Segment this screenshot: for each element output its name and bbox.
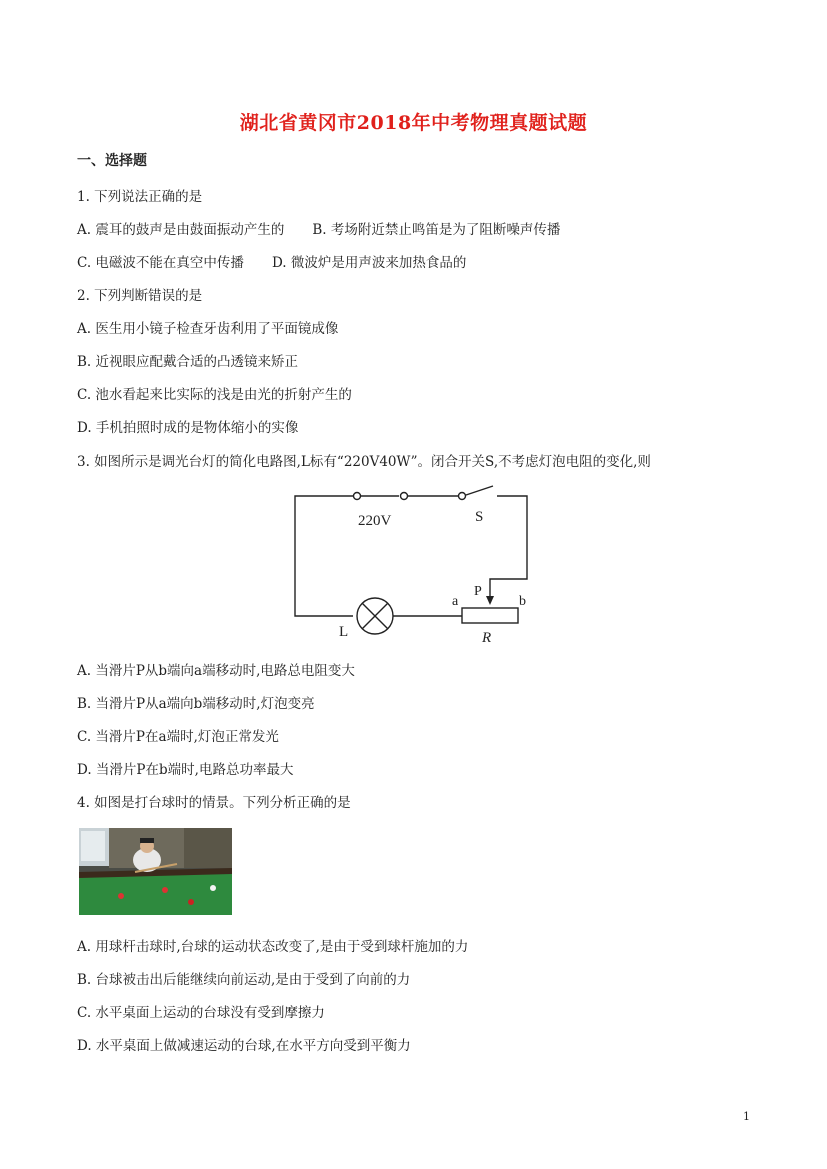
source-label: 220V — [358, 513, 392, 529]
terminal-icon — [401, 493, 408, 500]
circuit-wire-right — [490, 496, 527, 598]
resistor-label: R — [482, 630, 492, 643]
billiards-photo — [79, 828, 232, 915]
q4-option-a: A. 用球杆击球时,台球的运动状态改变了,是由于受到球杆施加的力 — [77, 939, 469, 955]
q1-option-c: C. 电磁波不能在真空中传播 — [77, 255, 244, 271]
q1-stem: 1. 下列说法正确的是 — [77, 189, 203, 205]
slider-label: P — [474, 584, 482, 599]
circuit-diagram — [285, 478, 545, 643]
q1-options-row2 — [77, 251, 466, 271]
slider-arrow-icon — [486, 596, 494, 605]
circuit-wire-left — [295, 496, 353, 616]
q2-option-b: B. 近视眼应配戴合适的凸透镜来矫正 — [77, 354, 299, 370]
page-number: 1 — [743, 1110, 750, 1123]
q1-options-row1 — [77, 218, 560, 238]
q3-option-a: A. 当滑片P从b端向a端移动时,电路总电阻变大 — [77, 663, 355, 679]
end-b-label: b — [519, 594, 526, 609]
resistor-icon — [462, 608, 518, 623]
terminal-icon — [354, 493, 361, 500]
q4-option-b: B. 台球被击出后能继续向前运动,是由于受到了向前的力 — [77, 972, 411, 988]
q2-option-c: C. 池水看起来比实际的浅是由光的折射产生的 — [77, 387, 352, 403]
q3-stem: 3. 如图所示是调光台灯的简化电路图,L标有“220V40W”。闭合开关S,不考虑灯泡电阻的变化,则 — [77, 454, 651, 470]
q3-option-d: D. 当滑片P在b端时,电路总功率最大 — [77, 762, 294, 778]
q1-option-d: D. 微波炉是用声波来加热食品的 — [271, 255, 467, 271]
q4-option-d: D. 水平桌面上做减速运动的台球,在水平方向受到平衡力 — [77, 1038, 411, 1054]
page-title: 湖北省黄冈市2018年中考物理真题试题 — [239, 112, 588, 134]
switch-pivot-icon — [459, 493, 466, 500]
q2-stem: 2. 下列判断错误的是 — [77, 288, 203, 304]
switch-blade-icon — [466, 486, 493, 495]
section-heading: 一、选择题 — [77, 153, 147, 169]
lamp-label: L — [339, 624, 349, 640]
q3-option-c: C. 当滑片P在a端时,灯泡正常发光 — [77, 729, 279, 745]
q1-option-a: A. 震耳的鼓声是由鼓面振动产生的 — [77, 222, 285, 238]
end-a-label: a — [452, 594, 459, 609]
switch-label: S — [475, 509, 484, 525]
q2-option-d: D. 手机拍照时成的是物体缩小的实像 — [77, 420, 299, 436]
q4-stem: 4. 如图是打台球时的情景。下列分析正确的是 — [77, 795, 351, 811]
q3-option-b: B. 当滑片P从a端向b端移动时,灯泡变亮 — [77, 696, 315, 712]
q1-option-b: B. 考场附近禁止鸣笛是为了阻断噪声传播 — [312, 222, 561, 238]
q2-option-a: A. 医生用小镜子检查牙齿利用了平面镜成像 — [77, 321, 339, 337]
q4-option-c: C. 水平桌面上运动的台球没有受到摩擦力 — [77, 1005, 325, 1021]
